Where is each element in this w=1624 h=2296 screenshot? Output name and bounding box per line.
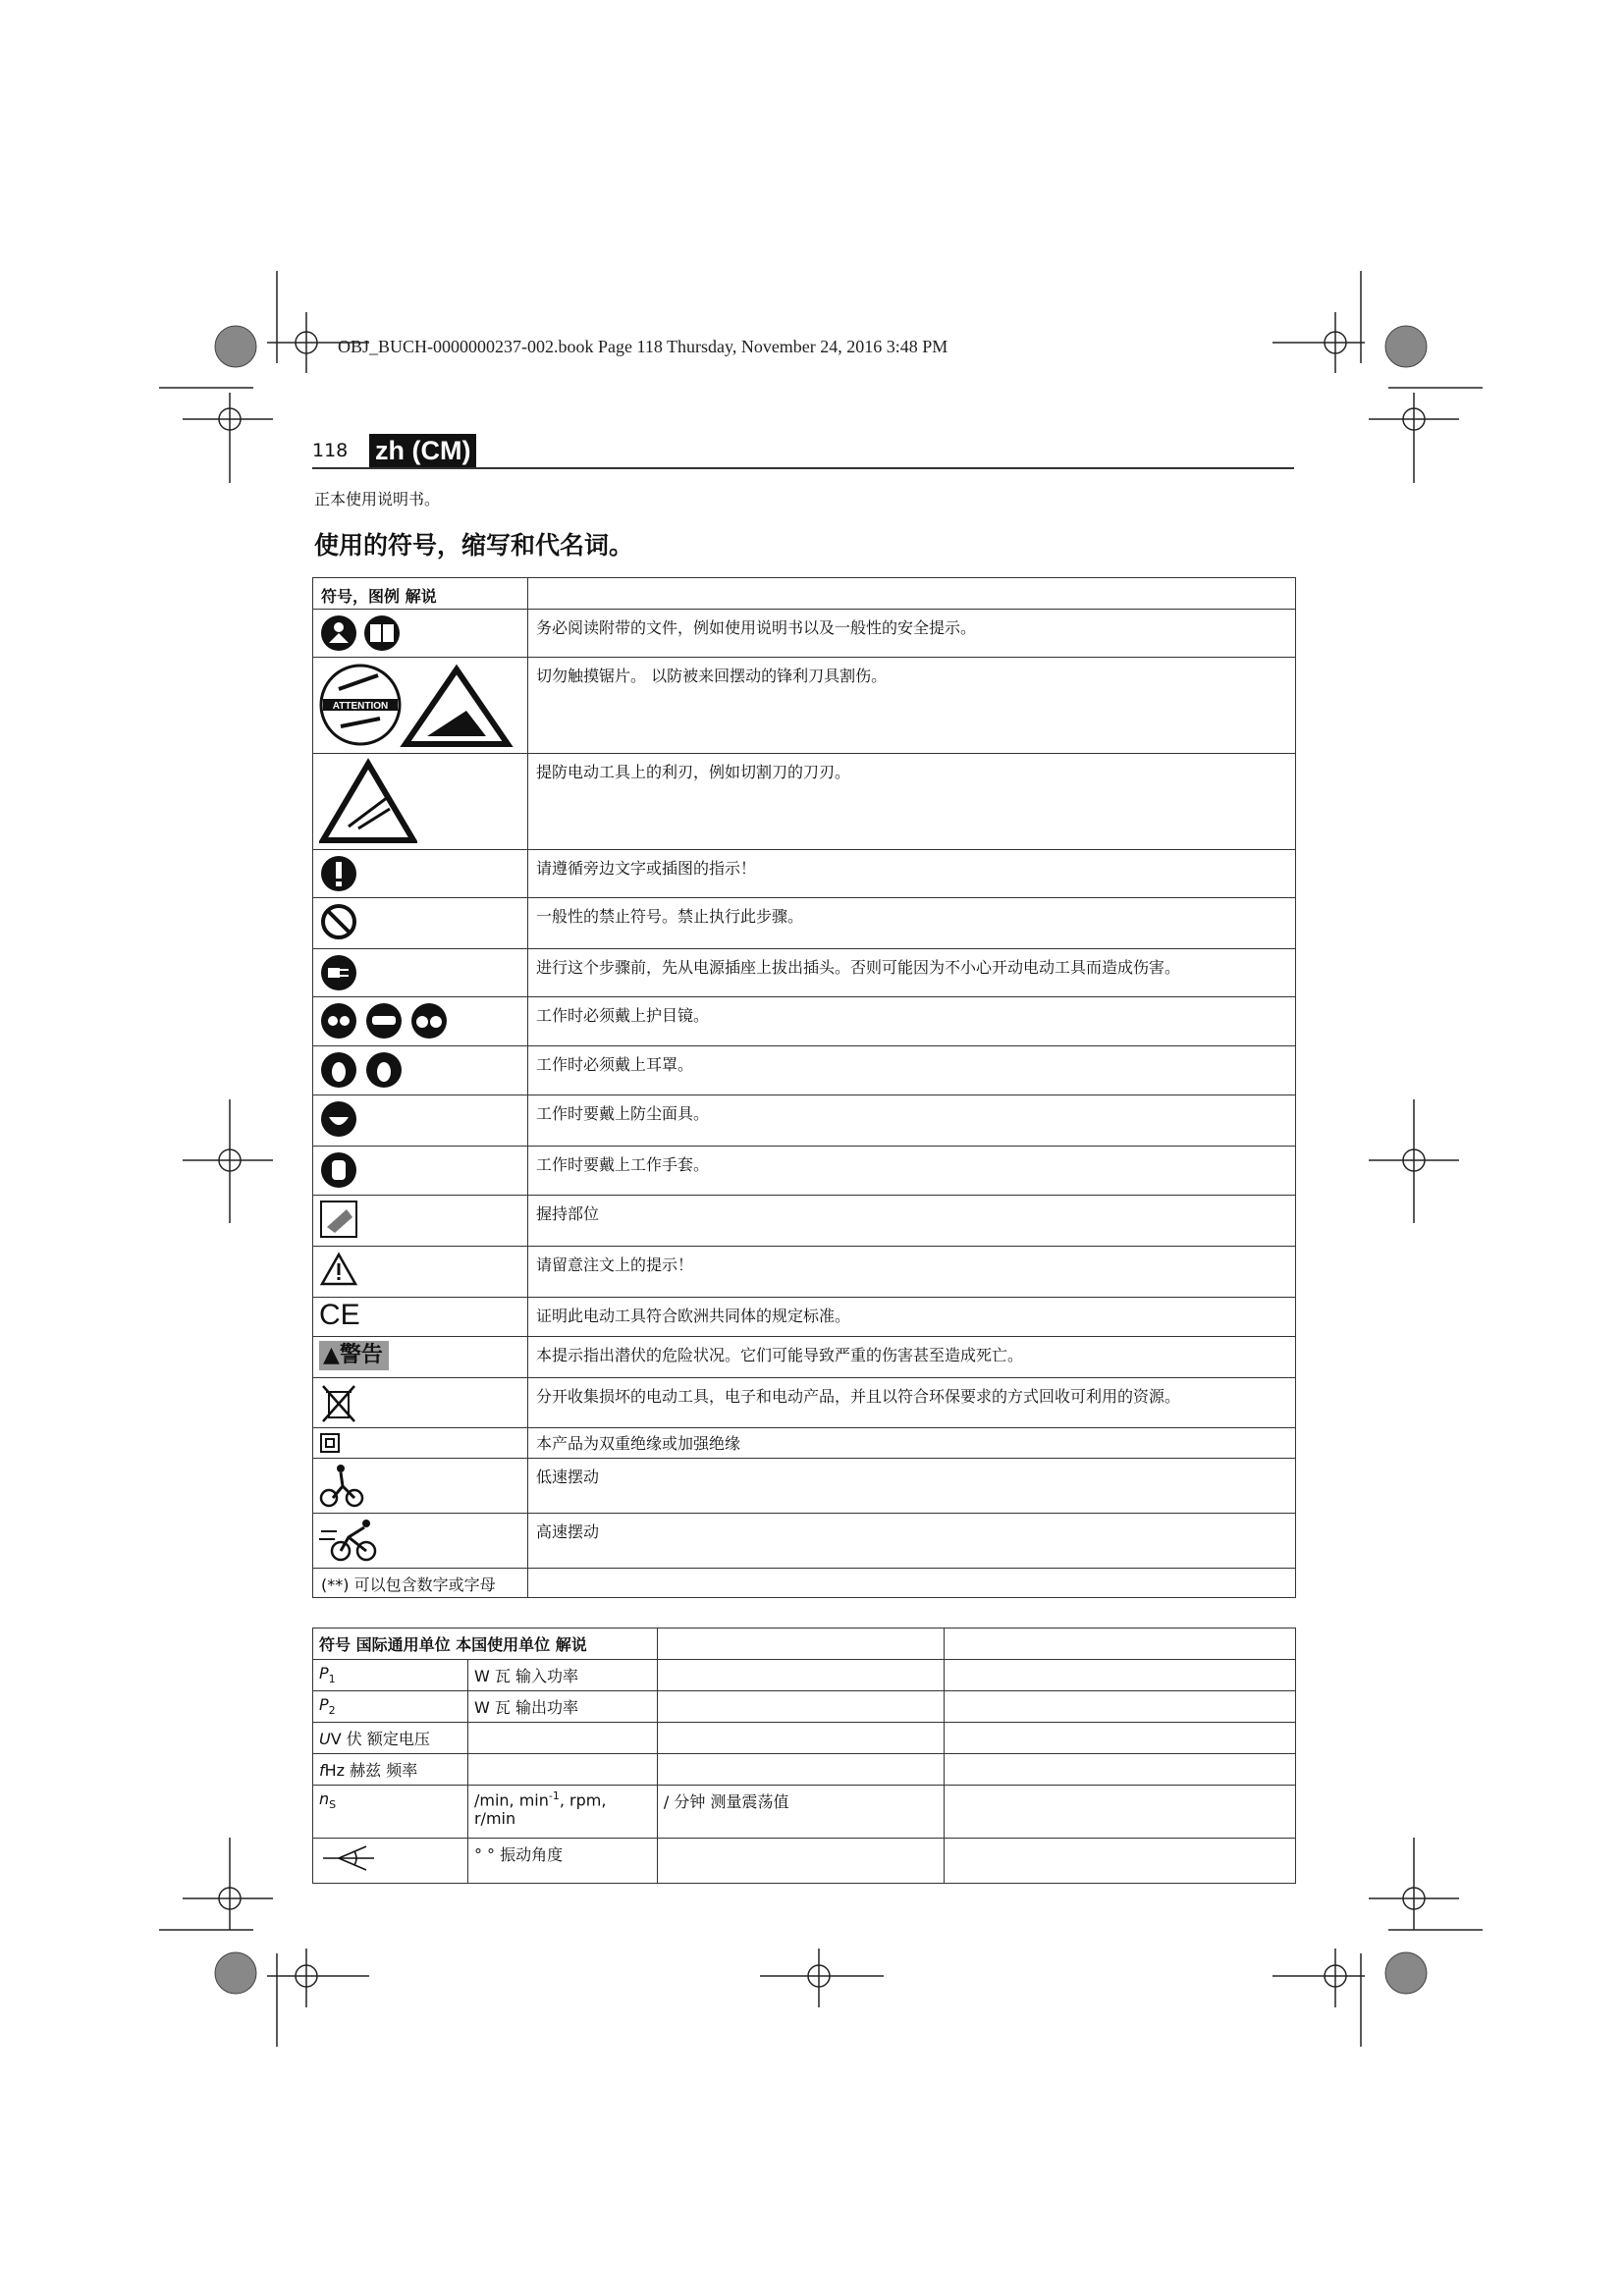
symbols-header-empty (528, 578, 1296, 610)
unit-symbol: U (319, 1730, 331, 1748)
table-row: $P_1$ W 瓦 输入功率 (313, 1660, 1296, 1691)
table-row (313, 949, 1296, 997)
units-header-row (313, 1629, 1296, 1660)
description-cell: 本产品为双重绝缘或加强绝缘 (528, 1428, 1296, 1459)
page-number: 118 (312, 440, 349, 461)
warning-triangle-small-icon: ▲ (323, 1343, 340, 1367)
table-row (313, 1046, 1296, 1095)
symbols-table (312, 577, 1296, 1598)
unit-cell: / 分钟 测量震荡值 (657, 1786, 945, 1839)
description-cell: 工作时要戴上工作手套。 (528, 1147, 1296, 1196)
table-row: fHz 赫兹 频率 (313, 1754, 1296, 1786)
units-header-cell: 符号 国际通用单位 本国使用单位 解说 (313, 1629, 658, 1660)
description-cell: 低速摆动 (528, 1459, 1296, 1514)
table-row (313, 898, 1296, 949)
weee-bin-icon (319, 1382, 358, 1427)
low-speed-cyclist-icon (319, 1463, 364, 1512)
read-manual-icon (319, 614, 407, 657)
unplug-icon (319, 953, 358, 996)
table-row (313, 610, 1296, 658)
sharp-blade-warning-icon (319, 758, 417, 848)
dust-mask-icon (319, 1099, 358, 1143)
table-row (313, 1459, 1296, 1514)
table-row (313, 1337, 1296, 1378)
language-badge: zh (CM) (369, 434, 476, 467)
gloves-icon (319, 1150, 358, 1194)
oscillation-angle-icon (319, 1857, 378, 1876)
table-row (313, 850, 1296, 898)
table-row: $n_S$ /min, $\min^{-1}$, rpm, r/min / 分钟 测量震荡值 (313, 1786, 1296, 1839)
symbols-header-row (313, 578, 1296, 610)
ear-protection-icon (319, 1050, 413, 1094)
unit-cell: ° ° 振动角度 (467, 1839, 657, 1884)
description-cell: 切勿触摸锯片。 以防被来回摆动的锋利刀具割伤。 (528, 658, 1296, 754)
table-row (313, 1298, 1296, 1337)
eye-protection-icon (319, 1001, 457, 1044)
table-row (313, 1514, 1296, 1569)
table-row (313, 1095, 1296, 1147)
description-cell: 证明此电动工具符合欧洲共同体的规定标准。 (528, 1298, 1296, 1337)
footnote: (**) 可以包含数字或字母 (313, 1569, 528, 1598)
table-row (313, 658, 1296, 754)
unit-symbol: f (319, 1761, 325, 1780)
unit-cell: /min, $\min^{-1}$, rpm, r/min (467, 1786, 657, 1839)
unit-cell: W 瓦 输出功率 (467, 1691, 657, 1723)
table-row (313, 1378, 1296, 1428)
file-header: OBJ_BUCH-0000000237-002.book Page 118 Thursday, November 24, 2016 3:48 PM (338, 337, 948, 356)
table-row (313, 1247, 1296, 1298)
footnote-row (313, 1569, 1296, 1598)
grip-area-icon (319, 1200, 358, 1243)
description-cell: 进行这个步骤前，先从电源插座上拔出插头。否则可能因为不小心开动电动工具而造成伤害。 (528, 949, 1296, 997)
attention-saw-blade-icon (319, 662, 515, 752)
table-row (313, 1147, 1296, 1196)
unit-symbol: n (319, 1789, 330, 1808)
description-cell: 请遵循旁边文字或插图的指示！ (528, 850, 1296, 898)
description-cell: 本提示指出潜伏的危险状况。它们可能导致严重的伤害甚至造成死亡。 (528, 1337, 1296, 1378)
description-cell: 提防电动工具上的利刃，例如切割刀的刀刃。 (528, 754, 1296, 850)
warning-label-icon (319, 1341, 389, 1370)
description-cell: 请留意注文上的提示！ (528, 1247, 1296, 1298)
description-cell: 工作时要戴上防尘面具。 (528, 1095, 1296, 1147)
svg-text:ATTENTION: ATTENTION (332, 701, 389, 712)
prohibition-icon (319, 902, 358, 945)
table-row (313, 997, 1296, 1046)
description-cell: 握持部位 (528, 1196, 1296, 1247)
intro-text: 正本使用说明书。 (314, 490, 441, 508)
symbols-header-cell: 符号，图例 解说 (313, 578, 528, 610)
warning-label-text: 警告 (339, 1343, 383, 1367)
units-table (312, 1628, 1296, 1884)
section-title: 使用的符号，缩写和代名词。 (314, 531, 634, 560)
high-speed-cyclist-icon (319, 1518, 378, 1567)
double-insulation-icon (319, 1432, 341, 1458)
description-cell: 一般性的禁止符号。禁止执行此步骤。 (528, 898, 1296, 949)
table-row (313, 1839, 1296, 1884)
description-cell: 工作时必须戴上耳罩。 (528, 1046, 1296, 1095)
description-cell: 工作时必须戴上护目镜。 (528, 997, 1296, 1046)
description-cell: 分开收集损坏的电动工具，电子和电动产品，并且以符合环保要求的方式回收可利用的资源。 (528, 1378, 1296, 1428)
footnote-empty-cell (528, 1569, 1296, 1598)
table-row: $P_2$ W 瓦 输出功率 (313, 1691, 1296, 1723)
table-row (313, 1196, 1296, 1247)
table-row (313, 1428, 1296, 1459)
description-cell: 高速摆动 (528, 1514, 1296, 1569)
exclamation-icon (319, 854, 358, 897)
unit-cell: W 瓦 输入功率 (467, 1660, 657, 1691)
table-row: UV 伏 额定电压 (313, 1723, 1296, 1754)
description-cell: 务必阅读附带的文件，例如使用说明书以及一般性的安全提示。 (528, 610, 1296, 658)
header-rule (312, 467, 1294, 469)
warning-triangle-icon (319, 1251, 358, 1294)
unit-symbol: P (319, 1664, 329, 1682)
table-row (313, 754, 1296, 850)
unit-symbol: P (319, 1695, 329, 1714)
ce-mark-icon: CE (319, 1299, 360, 1331)
